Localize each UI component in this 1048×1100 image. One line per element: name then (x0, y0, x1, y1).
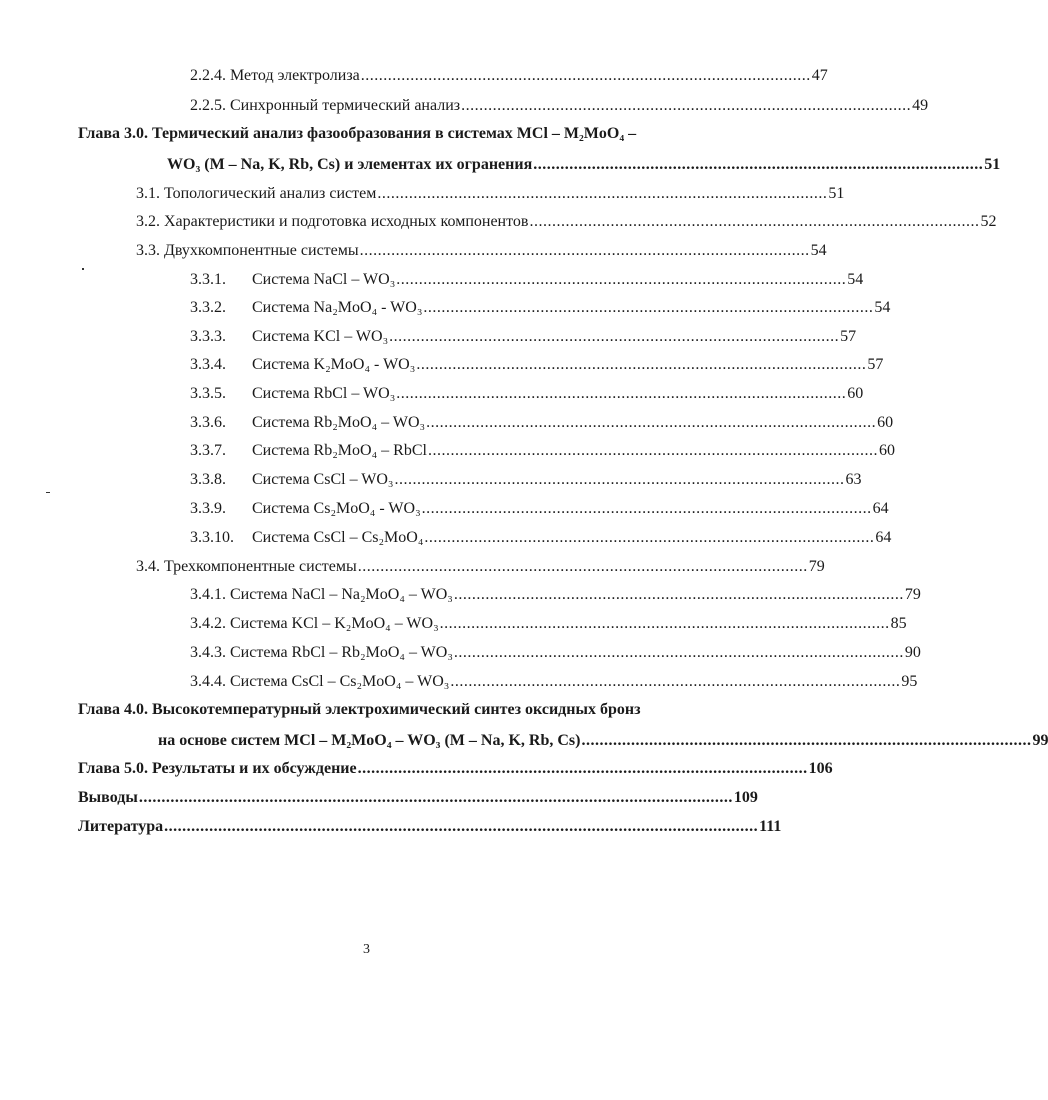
dot-leader: .................................................................................................... (396, 271, 847, 288)
toc-entry-3-1 (136, 184, 845, 204)
dot-leader: .................................................................................................... (461, 97, 912, 114)
toc-title: Литература (78, 818, 164, 835)
chapter-3-title-line-1: Глава 3.0. Термический анализ фазообразования в системах MCl – M₂MoO₄ – (78, 125, 637, 142)
toc-page: 60 (877, 414, 894, 431)
toc-number: 3.3.7. (190, 442, 226, 459)
toc-title: Трехкомпонентные системы (164, 558, 357, 575)
toc-entry-3-2 (136, 212, 997, 232)
toc-title: Система KCl – WO₃ (252, 328, 389, 345)
toc-page: 99 (1032, 732, 1048, 749)
toc-entry-chapter-3 (167, 155, 1001, 175)
toc-number: 3.4.3. (190, 644, 226, 661)
toc-title: Выводы (78, 789, 138, 806)
toc-page: 57 (867, 356, 884, 373)
toc-page: 90 (904, 644, 921, 661)
dot-leader: .................................................................................................... (453, 644, 904, 661)
chapter-4-title-line-2: на основе систем MCl – M₂MoO₄ – WO₃ (M – Na, K, Rb, Cs) (158, 732, 581, 749)
toc-title: Характеристики и подготовка исходных компонентов (164, 213, 529, 230)
toc-page: 51 (828, 185, 845, 202)
toc-number: 3.1. (136, 185, 160, 202)
dot-leader: .................................................................................................... (416, 356, 867, 373)
toc-entry-chapter-4 (158, 731, 1048, 751)
toc-entry-3-3-8 (190, 470, 862, 490)
toc-title: Система CsCl – Cs₂MoO₄ (252, 529, 424, 546)
toc-entry-chapter-5 (78, 759, 833, 779)
dot-leader: .................................................................................................... (357, 760, 808, 777)
toc-number: 2.2.5. (190, 97, 226, 114)
toc-page: 64 (872, 500, 889, 517)
dot-leader: .................................................................................................................................... (138, 789, 733, 806)
toc-page: 109 (733, 789, 758, 806)
toc-page: 54 (810, 242, 827, 259)
toc-page: 47 (811, 67, 828, 84)
toc-page: 60 (878, 442, 895, 459)
dot-leader: .................................................................................................... (377, 185, 828, 202)
toc-entry-2-2-5 (190, 96, 929, 116)
dot-leader: .................................................................................................................................... (164, 818, 759, 835)
toc-entry-3-4 (136, 557, 825, 577)
toc-number: 3.4.1. (190, 586, 226, 603)
toc-title: Система CsCl – Cs₂MoO₄ – WO₃ (230, 673, 450, 690)
toc-page: 95 (901, 673, 918, 690)
toc-title: Система Na₂MoO₄ - WO₃ (252, 299, 423, 316)
toc-number: 3.4.4. (190, 673, 226, 690)
toc-page: 54 (847, 271, 864, 288)
toc-page: 63 (845, 471, 862, 488)
toc-title: Система K₂MoO₄ - WO₃ (252, 356, 416, 373)
chapter-3-title-line-2: WO₃ (M – Na, K, Rb, Cs) и элементах их огранения (167, 156, 533, 173)
toc-page: 85 (890, 615, 907, 632)
toc-title: Система CsCl – WO₃ (252, 471, 394, 488)
dot-leader: .................................................................................................... (396, 385, 847, 402)
toc-number: 3.3. (136, 242, 160, 259)
toc-number: 3.4. (136, 558, 160, 575)
toc-entry-3-4-3 (190, 643, 921, 663)
dot-leader: .................................................................................................... (423, 299, 874, 316)
toc-entry-3-3 (136, 241, 827, 261)
dot-leader: .................................................................................................... (581, 732, 1032, 749)
toc-title: Система Rb₂MoO₄ – RbCl (252, 442, 427, 459)
toc-number: 3.3.1. (190, 271, 226, 288)
toc-page: 49 (912, 97, 929, 114)
dot-leader: .................................................................................................... (421, 500, 872, 517)
toc-entry-3-3-2 (190, 298, 891, 318)
toc-title: Система NaCl – Na₂MoO₄ – WO₃ (230, 586, 453, 603)
dot-leader: .................................................................................................... (427, 442, 878, 459)
scan-speck (46, 492, 50, 493)
toc-entry-2-2-4 (190, 66, 828, 86)
dot-leader: .................................................................................................... (529, 213, 980, 230)
toc-number: 3.3.9. (190, 500, 226, 517)
toc-title: Система Rb₂MoO₄ – WO₃ (252, 414, 426, 431)
dot-leader: .................................................................................................... (394, 471, 845, 488)
toc-page: 64 (875, 529, 892, 546)
toc-entry-3-3-1 (190, 270, 864, 290)
toc-number: 3.4.2. (190, 615, 226, 632)
toc-page: 106 (808, 760, 833, 777)
toc-number: 3.3.8. (190, 471, 226, 488)
toc-number: 3.3.6. (190, 414, 226, 431)
toc-page: 60 (847, 385, 864, 402)
toc-title: Синхронный термический анализ (230, 97, 461, 114)
toc-number: 3.3.5. (190, 385, 226, 402)
toc-title: Система KCl – K₂MoO₄ – WO₃ (230, 615, 439, 632)
dot-leader: .................................................................................................... (424, 529, 875, 546)
toc-number: 3.3.2. (190, 299, 226, 316)
dot-leader: .................................................................................................... (389, 328, 840, 345)
toc-number: 3.3.10. (190, 529, 234, 546)
toc-page: 111 (759, 818, 782, 835)
toc-entry-3-3-4 (190, 355, 884, 375)
chapter-4-title-line-1: Глава 4.0. Высокотемпературный электрохимический синтез оксидных бронз (78, 701, 641, 718)
toc-title: Система RbCl – Rb₂MoO₄ – WO₃ (230, 644, 453, 661)
toc-title: Метод электролиза (230, 67, 360, 84)
toc-entry-3-3-10 (190, 528, 892, 548)
toc-entry-3-3-6 (190, 413, 894, 433)
dot-leader: .................................................................................................... (359, 242, 810, 259)
dot-leader: .................................................................................................... (360, 67, 811, 84)
toc-page: 52 (980, 213, 997, 230)
dot-leader: .................................................................................................... (426, 414, 877, 431)
dot-leader: .................................................................................................... (357, 558, 808, 575)
toc-page: 57 (840, 328, 857, 345)
toc-entry-references (78, 817, 782, 837)
toc-entry-3-3-5 (190, 384, 864, 404)
toc-title: Топологический анализ систем (164, 185, 377, 202)
scan-speck (82, 268, 84, 270)
toc-page: 54 (874, 299, 891, 316)
toc-entry-3-3-7 (190, 441, 895, 461)
toc-page: 79 (904, 586, 921, 603)
toc-title: Двухкомпонентные системы (164, 242, 359, 259)
toc-entry-3-4-2 (190, 614, 907, 634)
page-number: 3 (363, 942, 370, 957)
toc-title: Система RbCl – WO₃ (252, 385, 396, 402)
toc-entry-3-3-3 (190, 327, 857, 347)
toc-number: 3.3.4. (190, 356, 226, 373)
toc-entry-3-4-4 (190, 672, 918, 692)
toc-number: 3.3.3. (190, 328, 226, 345)
dot-leader: .................................................................................................... (453, 586, 904, 603)
toc-title: Глава 5.0. Результаты и их обсуждение (78, 760, 357, 777)
toc-entry-3-4-1 (190, 585, 921, 605)
toc-title: Система Cs₂MoO₄ - WO₃ (252, 500, 421, 517)
toc-title: Система NaCl – WO₃ (252, 271, 396, 288)
toc-entry-conclusions (78, 788, 758, 808)
toc-page: 79 (808, 558, 825, 575)
dot-leader: .................................................................................................... (533, 156, 984, 173)
toc-page: 51 (984, 156, 1001, 173)
dot-leader: .................................................................................................... (439, 615, 890, 632)
toc-entry-3-3-9 (190, 499, 889, 519)
toc-number: 2.2.4. (190, 67, 226, 84)
toc-number: 3.2. (136, 213, 160, 230)
dot-leader: .................................................................................................... (450, 673, 901, 690)
